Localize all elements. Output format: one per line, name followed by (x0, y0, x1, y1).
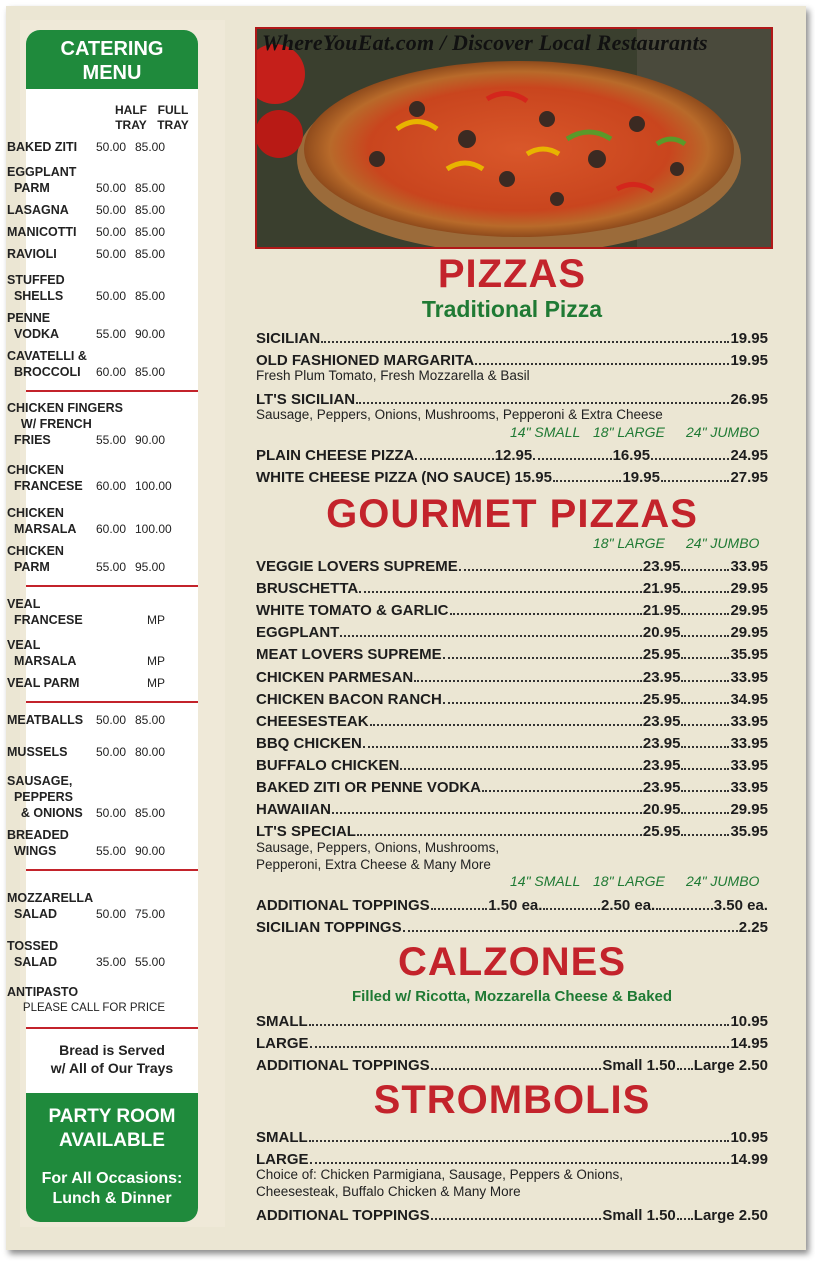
gourmet-menu-item (256, 621, 768, 641)
full-tray-price: 95.00 (135, 560, 166, 574)
full-tray-price: 85.00 (135, 225, 166, 239)
party-room-title: PARTY ROOM AVAILABLE (48, 1106, 176, 1151)
large-price: 25.95 (642, 646, 681, 664)
jumbo-price: 29.95 (730, 602, 768, 620)
catering-item (7, 675, 169, 691)
gourmet-item-name: CHICKEN BACON RANCH (256, 690, 442, 708)
large-price: 21.95 (642, 602, 681, 620)
gourmet-item-name: BBQ CHICKEN (256, 734, 362, 752)
jumbo-price: 35.95 (730, 646, 768, 664)
catering-item-name: CHICKEN FRANCESE (7, 463, 83, 493)
menu-item-stromboli-small: SMALL 10.95 (256, 1129, 768, 1146)
catering-item-name: MANICOTTI (7, 225, 77, 239)
half-tray-price: 50.00 (96, 247, 127, 261)
menu-item-white-cheese: WHITE CHEESE PIZZA (NO SAUCE) 15.95 19.95 27.95 (256, 469, 768, 486)
size-jumbo: 24" JUMBO (686, 535, 760, 551)
full-tray-price: 85.00 (135, 289, 166, 303)
section-divider (26, 869, 198, 871)
traditional-pizza-subheading: Traditional Pizza (421, 296, 603, 322)
jumbo-price: 33.95 (730, 712, 768, 730)
half-tray-price: 50.00 (96, 181, 127, 195)
catering-item (7, 311, 169, 342)
full-tray-price: 90.00 (135, 433, 166, 447)
gourmet-menu-item (256, 754, 768, 774)
jumbo-price: 29.95 (730, 801, 768, 819)
gourmet-item-name: LT'S SPECIAL (256, 823, 356, 841)
half-tray-price: 50.00 (96, 225, 127, 239)
size-jumbo: 24" JUMBO (686, 424, 760, 440)
jumbo-price: 29.95 (730, 580, 768, 598)
catering-item (7, 939, 169, 970)
half-tray-header: HALF TRAY (115, 103, 147, 132)
menu-item-plain-cheese: PLAIN CHEESE PIZZA 12.95 16.95 24.95 (256, 447, 768, 464)
bread-note: Bread is Served w/ All of Our Trays (50, 1042, 174, 1076)
gourmet-item-name: EGGPLANT (256, 624, 340, 642)
catering-item-name: TOSSED SALAD (7, 939, 59, 969)
catering-item-name: ANTIPASTO (7, 985, 79, 999)
catering-item (7, 349, 169, 380)
catering-item (7, 165, 169, 196)
market-price: MP (147, 654, 165, 668)
gourmet-menu-item (256, 643, 768, 663)
catering-item-name: BAKED ZITI (7, 140, 78, 154)
item-description: Sausage, Peppers, Onions, Mushrooms, Pepperoni & Extra Cheese (256, 407, 663, 422)
menu-item-margarita: OLD FASHIONED MARGARITA 19.95 (256, 352, 768, 369)
gourmet-item-name: BUFFALO CHICKEN (256, 756, 400, 774)
gourmet-menu-item (256, 577, 768, 597)
catering-item (7, 401, 169, 448)
catering-item (7, 273, 169, 304)
watermark-text: WhereYouEat.com / Discover Local Restaurants (262, 30, 708, 55)
lts-special-description: Sausage, Peppers, Onions, Mushrooms, Pepperoni, Extra Cheese & Many More (256, 840, 500, 872)
catering-item-name: VEAL FRANCESE (7, 597, 83, 627)
full-tray-header: FULL TRAY (157, 103, 189, 132)
size-small: 14" SMALL (510, 424, 581, 440)
full-tray-price: 55.00 (135, 955, 166, 969)
full-tray-price: 85.00 (135, 713, 166, 727)
pizza-image (257, 29, 771, 247)
large-price: 23.95 (642, 558, 681, 575)
gourmet-item-name: HAWAIIAN (256, 801, 331, 819)
full-tray-price: 90.00 (135, 327, 166, 341)
pizzas-heading: PIZZAS (437, 252, 587, 296)
jumbo-price: 29.95 (730, 624, 768, 642)
large-price: 23.95 (642, 668, 681, 686)
gourmet-item-name: CHICKEN PARMESAN (256, 668, 414, 686)
half-tray-price: 55.00 (96, 560, 127, 574)
gourmet-menu-item (256, 820, 768, 840)
half-tray-price: 35.00 (96, 955, 127, 969)
jumbo-price: 34.95 (730, 690, 768, 708)
section-divider (26, 701, 198, 703)
full-tray-price: 85.00 (135, 181, 166, 195)
gourmet-item-name: WHITE TOMATO & GARLIC (256, 602, 449, 620)
market-price: MP (147, 613, 165, 627)
catering-item-name: VEAL PARM (7, 676, 80, 690)
catering-item (7, 774, 169, 821)
jumbo-price: 33.95 (730, 558, 768, 575)
catering-menu-title (26, 30, 198, 89)
jumbo-price: 33.95 (730, 668, 768, 686)
call-for-price-note: PLEASE CALL FOR PRICE (22, 1002, 165, 1014)
large-price: 21.95 (642, 580, 681, 598)
title-line1: CATERING (60, 38, 164, 60)
catering-item (7, 891, 169, 922)
catering-item (7, 246, 169, 262)
gourmet-menu-item (256, 599, 768, 619)
size-large: 18" LARGE (593, 424, 665, 440)
large-price: 23.95 (642, 779, 681, 796)
full-tray-price: 85.00 (135, 365, 166, 379)
size-large: 18" LARGE (593, 535, 665, 551)
size-jumbo: 24" JUMBO (686, 873, 760, 889)
half-tray-price: 50.00 (96, 713, 127, 727)
gourmet-menu-item (256, 666, 768, 686)
catering-item (7, 744, 169, 760)
half-tray-price: 55.00 (96, 327, 127, 341)
party-room-box (26, 1093, 198, 1222)
full-tray-price: 85.00 (135, 806, 166, 820)
catering-item-name: CHICKEN PARM (7, 544, 64, 574)
half-tray-price: 50.00 (96, 806, 127, 820)
half-tray-price: 50.00 (96, 745, 127, 759)
section-divider (26, 585, 198, 587)
menu-item-stromboli-toppings: ADDITIONAL TOPPINGS Small 1.50 Large 2.50 (256, 1207, 768, 1224)
catering-item-name: VEAL MARSALA (7, 638, 77, 668)
jumbo-price: 33.95 (730, 756, 768, 774)
full-tray-price: 100.00 (135, 479, 172, 493)
catering-item-name: RAVIOLI (7, 247, 57, 261)
gourmet-item-name: BRUSCHETTA (256, 580, 359, 598)
section-divider (26, 1027, 198, 1029)
catering-item-name: STUFFED SHELLS (7, 273, 65, 303)
size-large: 18" LARGE (593, 873, 665, 889)
large-price: 20.95 (642, 801, 681, 819)
large-price: 25.95 (642, 823, 681, 841)
full-tray-price: 85.00 (135, 140, 166, 154)
menu-item-calzone-toppings: ADDITIONAL TOPPINGS Small 1.50 Large 2.50 (256, 1057, 768, 1074)
gourmet-menu-item (256, 776, 768, 796)
pizza-photo (255, 27, 773, 249)
strombolis-heading: STROMBOLIS (373, 1078, 651, 1122)
full-tray-price: 85.00 (135, 247, 166, 261)
catering-item-name: LASAGNA (7, 203, 69, 217)
gourmet-menu-item (256, 555, 768, 575)
jumbo-price: 33.95 (730, 779, 768, 796)
catering-item-name: SAUSAGE, PEPPERS & ONIONS (7, 774, 83, 820)
half-tray-price: 60.00 (96, 522, 127, 536)
catering-item-name: CHICKEN MARSALA (7, 506, 77, 536)
half-tray-price: 55.00 (96, 844, 127, 858)
stromboli-description: Choice of: Chicken Parmigiana, Sausage, Peppers & Onions, Cheesesteak, Buffalo Chicken & Many More (256, 1167, 623, 1199)
catering-item (7, 712, 169, 728)
catering-item-name: BREADED WINGS (7, 828, 69, 858)
catering-item (7, 638, 169, 669)
half-tray-price: 50.00 (96, 203, 127, 217)
full-tray-price: 75.00 (135, 907, 166, 921)
catering-item (7, 828, 169, 859)
menu-item-sicilian-toppings: SICILIAN TOPPINGS 2.25 (256, 919, 768, 936)
full-tray-price: 80.00 (135, 745, 166, 759)
large-price: 20.95 (642, 624, 681, 642)
gourmet-menu-item (256, 688, 768, 708)
menu-item-sicilian: SICILIAN 19.95 (256, 330, 768, 347)
market-price: MP (147, 676, 165, 690)
menu-item-additional-toppings: ADDITIONAL TOPPINGS 1.50 ea. 2.50 ea. 3.50 ea. (256, 897, 768, 914)
gourmet-menu-item (256, 710, 768, 730)
half-tray-price: 50.00 (96, 289, 127, 303)
menu-item-stromboli-large: LARGE 14.99 (256, 1151, 768, 1168)
half-tray-price: 50.00 (96, 907, 127, 921)
section-divider (26, 390, 198, 392)
tray-column-headers (110, 103, 194, 133)
calzones-heading: CALZONES (398, 940, 626, 984)
gourmet-menu-item (256, 798, 768, 818)
jumbo-price: 33.95 (730, 734, 768, 752)
catering-item (7, 984, 169, 1014)
large-price: 23.95 (642, 756, 681, 774)
jumbo-price: 35.95 (730, 823, 768, 841)
gourmet-item-name: CHEESESTEAK (256, 712, 369, 730)
menu-item-lts-sicilian: LT'S SICILIAN 26.95 (256, 391, 768, 408)
catering-item-name: PENNE VODKA (7, 311, 60, 341)
large-price: 23.95 (642, 712, 681, 730)
large-price: 25.95 (642, 690, 681, 708)
catering-item (7, 139, 169, 155)
catering-item (7, 202, 169, 218)
catering-item-name: CHICKEN FINGERS W/ FRENCH FRIES (7, 401, 123, 447)
menu-item-calzone-large: LARGE 14.95 (256, 1035, 768, 1052)
half-tray-price: 50.00 (96, 140, 127, 154)
full-tray-price: 85.00 (135, 203, 166, 217)
item-description: Fresh Plum Tomato, Fresh Mozzarella & Basil (256, 368, 530, 383)
catering-item-name: CAVATELLI & BROCCOLI (7, 349, 87, 379)
gourmet-item-name: VEGGIE LOVERS SUPREME (256, 558, 458, 575)
gourmet-menu-item (256, 732, 768, 752)
catering-item (7, 506, 172, 537)
catering-item (7, 544, 169, 575)
calzones-subheading: Filled w/ Ricotta, Mozzarella Cheese & Baked (351, 988, 673, 1005)
gourmet-pizzas-heading: GOURMET PIZZAS (326, 492, 698, 536)
full-tray-price: 100.00 (135, 522, 172, 536)
full-tray-price: 90.00 (135, 844, 166, 858)
catering-item (7, 597, 169, 628)
half-tray-price: 55.00 (96, 433, 127, 447)
menu-item-calzone-small: SMALL 10.95 (256, 1013, 768, 1030)
gourmet-item-name: MEAT LOVERS SUPREME (256, 646, 442, 664)
catering-item-name: MOZZARELLA SALAD (7, 891, 94, 921)
catering-item (7, 463, 172, 494)
large-price: 23.95 (642, 734, 681, 752)
size-small: 14" SMALL (510, 873, 581, 889)
party-room-subtitle: For All Occasions: Lunch & Dinner (41, 1170, 183, 1207)
half-tray-price: 60.00 (96, 365, 127, 379)
catering-item-name: MEATBALLS (7, 713, 84, 727)
catering-item (7, 224, 169, 240)
gourmet-item-name: BAKED ZITI OR PENNE VODKA (256, 779, 482, 796)
catering-item-name: MUSSELS (7, 745, 68, 759)
title-line2: MENU (82, 62, 142, 84)
half-tray-price: 60.00 (96, 479, 127, 493)
catering-item-name: EGGPLANT PARM (7, 165, 77, 195)
